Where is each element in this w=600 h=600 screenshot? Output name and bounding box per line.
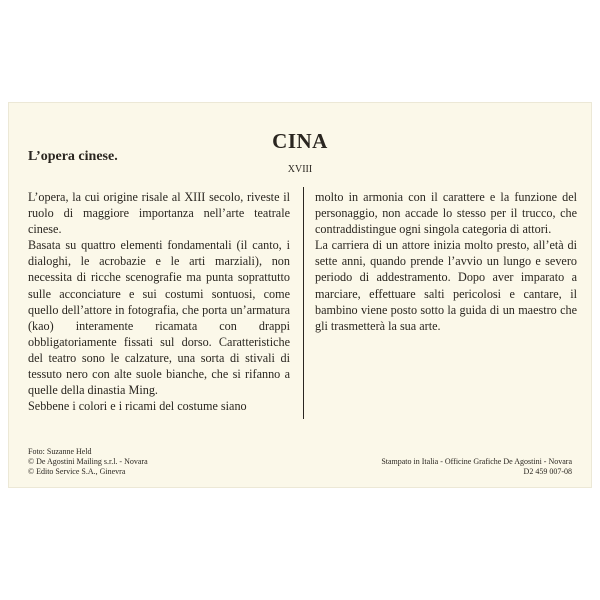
column-divider <box>303 187 304 419</box>
right-column <box>315 189 577 334</box>
printer-line: Stampato in Italia - Officine Grafiche De Agostini - Novara <box>381 457 572 466</box>
left-column <box>28 189 290 414</box>
paragraph: Basata su quattro elementi fondamentali (il canto, i dialoghi, le acrobazie e le arti marziali), non necessita di ricche scenografie ma punta soprattutto sulle acconciature e sui costumi sontuosi, come quello dell’attore in fotografia, che porta un’armatura (kao) interamente ricamata con drappi obbligatoriamente fissati sul dorso. Caratteristiche del teatro sono le calzature, una sorta di stivali di tessuto nero con alte suole bianche, che si rifanno a quelle della dinastia Ming. <box>28 238 290 398</box>
card-title: CINA <box>272 129 328 153</box>
paragraph: Sebbene i colori e i ricami del costume siano <box>28 399 247 414</box>
paragraph: L’opera, la cui origine risale al XIII secolo, riveste il ruolo di maggiore importanza nell’arte teatrale cinese. <box>28 190 290 237</box>
credit-line: © De Agostini Mailing s.r.l. - Novara <box>28 457 148 467</box>
card <box>9 103 591 487</box>
photo-credits <box>28 447 148 478</box>
credit-line: © Edito Service S.A., Ginevra <box>28 467 126 477</box>
printer-info <box>381 457 572 477</box>
product-code: D2 459 007-08 <box>523 467 572 477</box>
credit-line: Foto: Suzanne Held <box>28 447 92 456</box>
paragraph: La carriera di un attore inizia molto presto, all’età di sette anni, quando prende l’avvio un lungo e severo periodo di addestramento. Dopo aver imparato a marciare, effettuare salti pericolosi e cantare, il bambino viene posto sotto la guida di un maestro che gli trasmetterà la sua arte. <box>315 238 577 333</box>
paragraph: molto in armonia con il carattere e la funzione del personaggio, non accade lo stesso per il trucco, che contraddistingue ogni singola categoria di attori. <box>315 190 577 237</box>
card-subtitle: L’opera cinese. <box>28 149 118 164</box>
card-number: XVIII <box>287 164 313 175</box>
